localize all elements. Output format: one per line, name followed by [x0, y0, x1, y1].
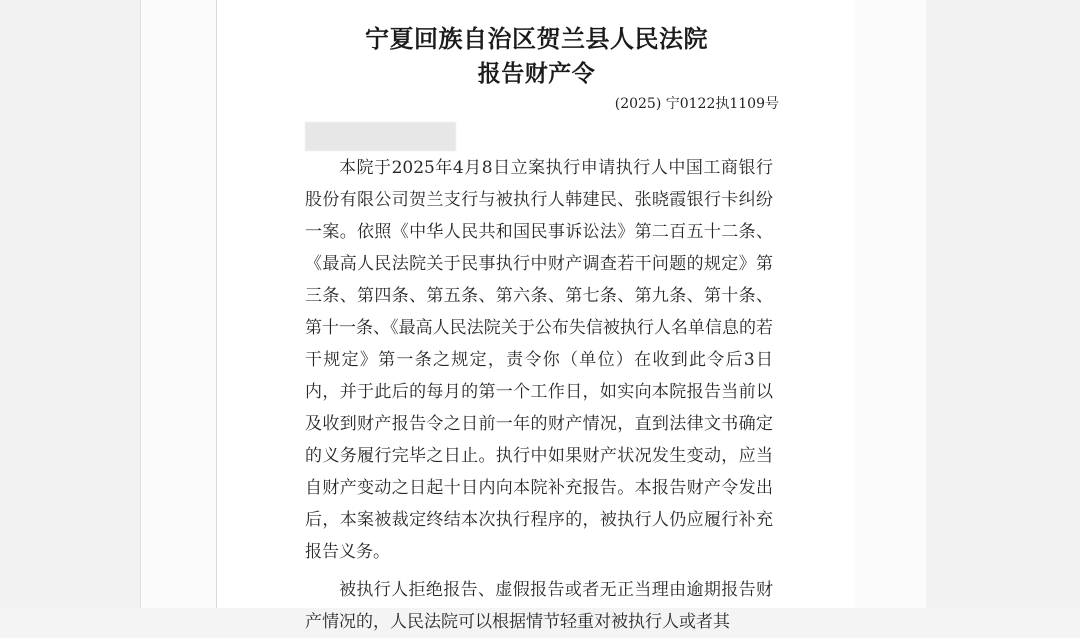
document-page	[216, 0, 857, 632]
case-number: (2025) 宁0122执1109号	[614, 96, 779, 112]
paragraph-2: 被执行人拒绝报告、虚假报告或者无正当理由逾期报告财产情况的，人民法院可以根据情节轻重对被执行人或者其	[305, 580, 773, 632]
left-page-margin	[140, 0, 217, 608]
paragraph-1: 本院于2025年4月8日立案执行申请执行人中国工商银行股份有限公司贺兰支行与被执行人韩建民、张晓霞银行卡纠纷一案。依照《中华人民共和国民事诉讼法》第二百五十二条、《最高人民法院关于民事执行中财产调查若干问题的规定》第三条、第四条、第五条、第六条、第七条、第九条、第十条、第十一条、《最高人民法院关于公布失信被执行人名单信息的若干规定》第一条之规定，责令你（单位）在收到此令后3日内，并于此后的每月的第一个工作日，如实向本院报告当前以及收到财产报告令之日前一年的财产情况，直到法律文书确定的义务履行完毕之日止。执行中如果财产状况发生变动，应当自财产变动之日起十日内向本院补充报告。本报告财产令发出后，本案被裁定终结本次执行程序的，被执行人仍应履行补充报告义务。	[305, 158, 773, 562]
redaction-block	[305, 122, 456, 151]
document-body	[305, 152, 773, 638]
document-type-title: 报告财产令	[477, 60, 596, 87]
left-background	[0, 0, 140, 608]
right-page-margin	[855, 0, 927, 608]
court-title: 宁夏回族自治区贺兰县人民法院	[365, 24, 708, 53]
right-background	[926, 0, 1080, 608]
